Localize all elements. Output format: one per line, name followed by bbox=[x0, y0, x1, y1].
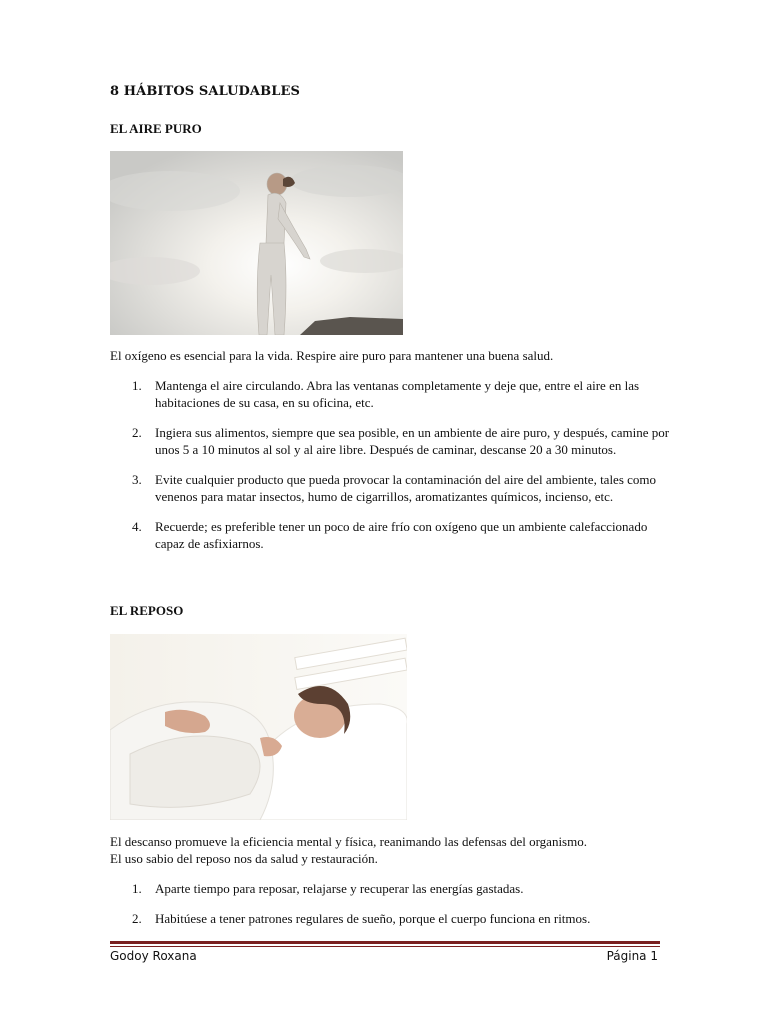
list-number: 1. bbox=[132, 881, 142, 896]
list-reposo bbox=[110, 880, 670, 940]
list-item bbox=[110, 471, 670, 505]
footer-rule bbox=[110, 941, 660, 944]
list-number: 2. bbox=[132, 425, 142, 440]
list-item bbox=[110, 377, 670, 411]
list-text: Mantenga el aire circulando. Abra las ventanas completamente y deje que, entre el aire en las habitaciones de su casa, en su oficina, etc. bbox=[155, 378, 640, 410]
list-number: 4. bbox=[132, 519, 142, 534]
list-number: 3. bbox=[132, 472, 142, 487]
section-intro-line: El uso sabio del reposo nos da salud y restauración. bbox=[110, 851, 378, 866]
footer-rule-thin bbox=[110, 946, 660, 947]
woman-breathing-fresh-air-photo bbox=[110, 151, 403, 335]
list-number: 2. bbox=[132, 911, 142, 926]
section-heading-aire-puro: EL AIRE PURO bbox=[110, 121, 202, 136]
footer-page-number: Página 1 bbox=[606, 949, 658, 963]
section-intro-aire-puro: El oxígeno es esencial para la vida. Respire aire puro para mantener una buena salud. bbox=[110, 348, 554, 363]
list-text: Recuerde; es preferible tener un poco de aire frío con oxígeno que un ambiente calefaccionado capaz de asfixiarnos. bbox=[155, 519, 648, 551]
list-item bbox=[110, 910, 670, 927]
list-item bbox=[110, 424, 670, 458]
list-item bbox=[110, 518, 670, 552]
list-aire-puro bbox=[110, 377, 670, 565]
footer-author: Godoy Roxana bbox=[110, 949, 197, 963]
section-intro-reposo bbox=[110, 833, 670, 867]
list-text: Aparte tiempo para reposar, relajarse y recuperar las energías gastadas. bbox=[155, 881, 524, 896]
document-title: 8 HÁBITOS SALUDABLES bbox=[110, 84, 300, 99]
list-item bbox=[110, 880, 670, 897]
section-intro-line: El descanso promueve la eficiencia mental y física, reanimando las defensas del organismo. bbox=[110, 834, 587, 849]
list-text: Habitúese a tener patrones regulares de sueño, porque el cuerpo funciona en ritmos. bbox=[155, 911, 591, 926]
list-text: Ingiera sus alimentos, siempre que sea posible, en un ambiente de aire puro, y después, camine por unos 5 a 10 minutos al sol y al aire libre. Después de caminar, descanse 20 a 30 minutos. bbox=[155, 425, 670, 457]
list-text: Evite cualquier producto que pueda provocar la contaminación del aire del ambiente, tales como venenos para matar insectos, humo de cigarrillos, aromatizantes químicos, incienso, etc. bbox=[155, 472, 657, 504]
section-heading-reposo: EL REPOSO bbox=[110, 603, 184, 618]
list-number: 1. bbox=[132, 378, 142, 393]
woman-sleeping-in-bed-photo bbox=[110, 634, 407, 820]
